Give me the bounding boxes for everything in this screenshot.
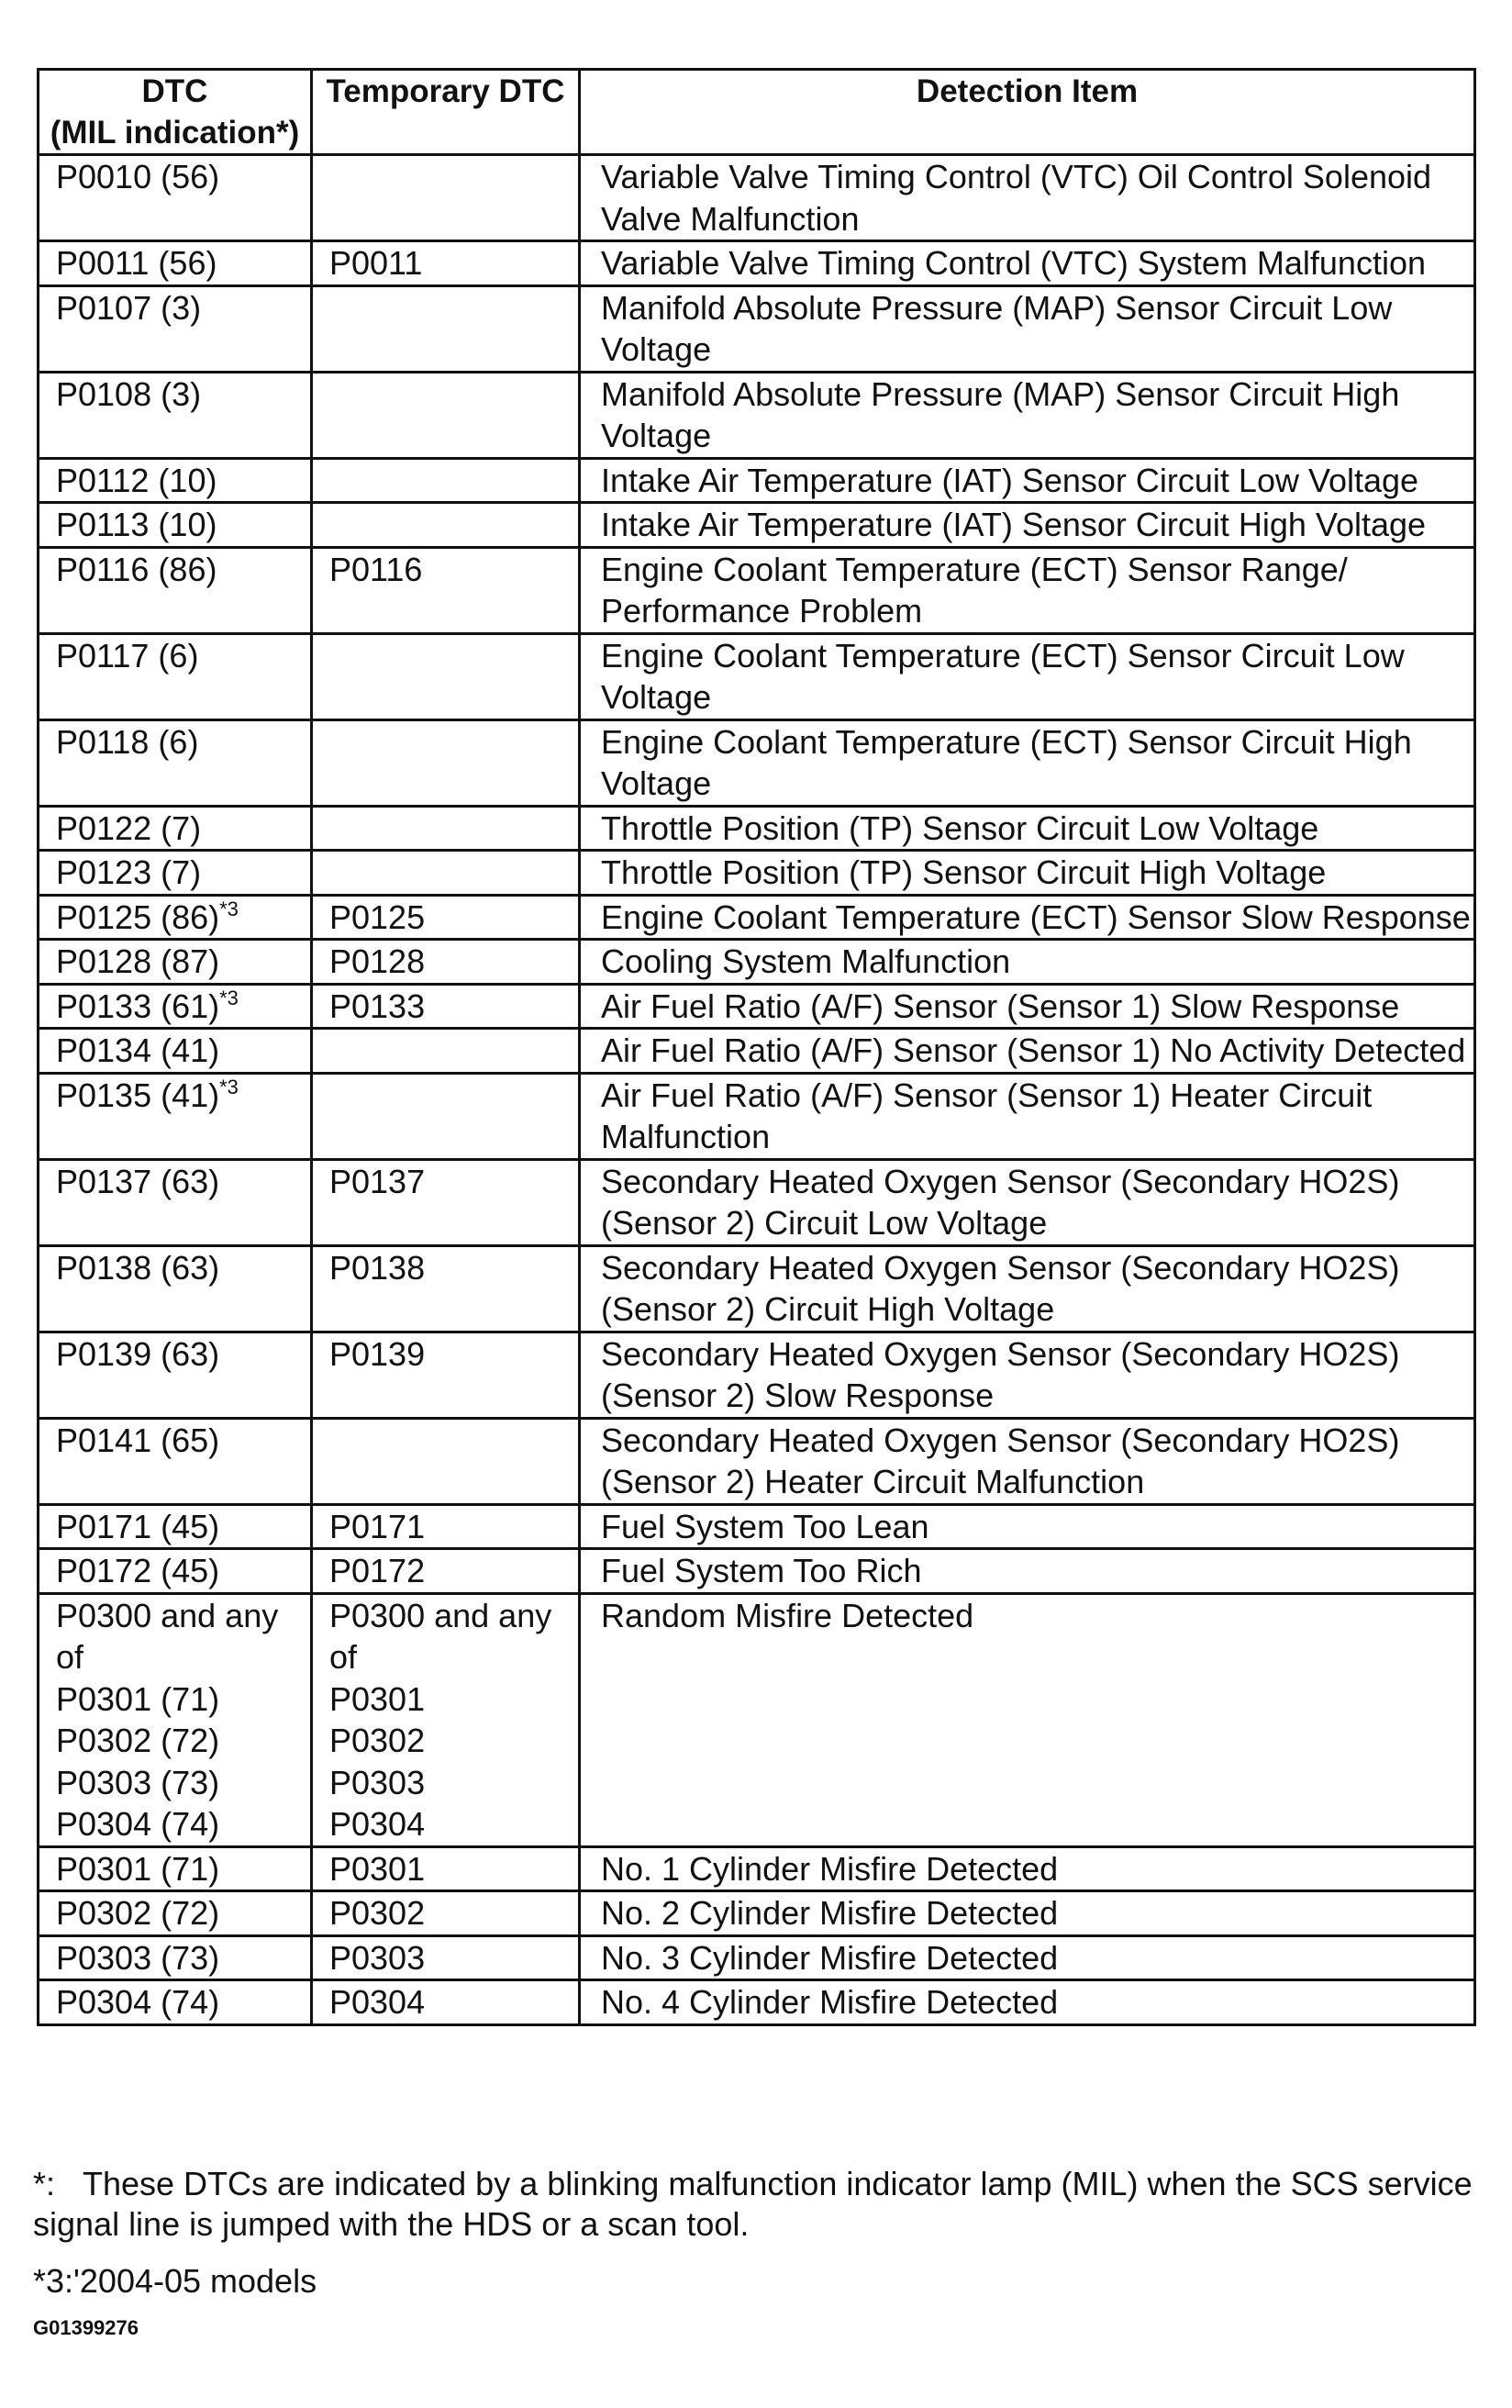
table-row xyxy=(39,1245,1475,1332)
dtc-cell: P0128 (87) xyxy=(39,940,312,985)
detection-item-cell: Engine Coolant Temperature (ECT) Sensor Circuit Low Voltage xyxy=(580,633,1475,719)
temporary-dtc-cell xyxy=(312,458,580,503)
table-row xyxy=(39,1935,1475,1980)
detection-item-cell: Secondary Heated Oxygen Sensor (Secondary HO2S) (Sensor 2) Heater Circuit Malfunction xyxy=(580,1418,1475,1504)
dtc-cell: P0304 (74) xyxy=(39,1980,312,2025)
temporary-dtc-cell xyxy=(312,1418,580,1504)
detection-item-cell: Air Fuel Ratio (A/F) Sensor (Sensor 1) Slow Response xyxy=(580,984,1475,1029)
table-row xyxy=(39,1029,1475,1074)
temporary-dtc-cell: P0125 xyxy=(312,895,580,940)
table-row xyxy=(39,719,1475,806)
dtc-cell: P0133 $(61)^{*3}$ xyxy=(39,984,312,1029)
table-row xyxy=(39,1504,1475,1549)
dtc-cell: P0112 (10) xyxy=(39,458,312,503)
table-row xyxy=(39,372,1475,458)
temporary-dtc-cell xyxy=(312,1029,580,1074)
temporary-dtc-cell: P0139 xyxy=(312,1332,580,1418)
temporary-dtc-cell xyxy=(312,372,580,458)
table-row xyxy=(39,1332,1475,1418)
dtc-cell: P0138 (63) xyxy=(39,1245,312,1332)
table-row xyxy=(39,895,1475,940)
dtc-cell: P0303 (73) xyxy=(39,1935,312,1980)
dtc-cell: P0137 (63) xyxy=(39,1159,312,1245)
table-row xyxy=(39,1159,1475,1245)
dtc-cell: P0301 (71) xyxy=(39,1846,312,1891)
temporary-dtc-cell: P0303 xyxy=(312,1935,580,1980)
dtc-table xyxy=(37,68,1476,2026)
detection-item-cell: No. 1 Cylinder Misfire Detected xyxy=(580,1846,1475,1891)
detection-item-cell: Throttle Position (TP) Sensor Circuit High Voltage xyxy=(580,851,1475,896)
table-row xyxy=(39,241,1475,286)
table-row xyxy=(39,1073,1475,1159)
dtc-cell: P0172 (45) xyxy=(39,1549,312,1594)
detection-item-cell: Fuel System Too Lean xyxy=(580,1504,1475,1549)
temporary-dtc-cell xyxy=(312,503,580,548)
temporary-dtc-cell: P0304 xyxy=(312,1980,580,2025)
table-row xyxy=(39,1846,1475,1891)
detection-item-cell: Intake Air Temperature (IAT) Sensor Circuit Low Voltage xyxy=(580,458,1475,503)
detection-item-cell: Secondary Heated Oxygen Sensor (Secondary HO2S) (Sensor 2) Circuit High Voltage xyxy=(580,1245,1475,1332)
temporary-dtc-cell xyxy=(312,851,580,896)
detection-item-cell: Manifold Absolute Pressure (MAP) Sensor Circuit High Voltage xyxy=(580,372,1475,458)
temporary-dtc-cell xyxy=(312,633,580,719)
table-row xyxy=(39,1980,1475,2025)
dtc-cell: P0141 (65) xyxy=(39,1418,312,1504)
header-dtc: DTC (MIL indication*) xyxy=(39,70,312,155)
detection-item-cell: No. 2 Cylinder Misfire Detected xyxy=(580,1891,1475,1936)
footnote-ref: *3 xyxy=(219,897,239,920)
temporary-dtc-cell: P0302 xyxy=(312,1891,580,1936)
detection-item-cell: Variable Valve Timing Control (VTC) Oil Control Solenoid Valve Malfunction xyxy=(580,155,1475,241)
table-row xyxy=(39,633,1475,719)
footnote-ref: *3 xyxy=(219,986,239,1009)
detection-item-cell: Air Fuel Ratio (A/F) Sensor (Sensor 1) Heater Circuit Malfunction xyxy=(580,1073,1475,1159)
temporary-dtc-cell: P0301 xyxy=(312,1846,580,1891)
dtc-cell: P0010 (56) xyxy=(39,155,312,241)
table-row xyxy=(39,940,1475,985)
temporary-dtc-cell: P0137 xyxy=(312,1159,580,1245)
temporary-dtc-cell xyxy=(312,719,580,806)
footnote-mil xyxy=(33,2164,1483,2245)
detection-item-cell: No. 4 Cylinder Misfire Detected xyxy=(580,1980,1475,2025)
table-header-row xyxy=(39,70,1475,155)
temporary-dtc-cell xyxy=(312,155,580,241)
table-row xyxy=(39,851,1475,896)
header-detection-item: Detection Item xyxy=(580,70,1475,155)
temporary-dtc-cell: P0138 xyxy=(312,1245,580,1332)
dtc-cell: P0117 (6) xyxy=(39,633,312,719)
table-row xyxy=(39,547,1475,633)
footnote-mil-mark: *: xyxy=(33,2165,56,2202)
dtc-cell: P0171 (45) xyxy=(39,1504,312,1549)
table-row xyxy=(39,1418,1475,1504)
dtc-cell: P0123 (7) xyxy=(39,851,312,896)
dtc-cell: P0122 (7) xyxy=(39,806,312,851)
dtc-cell: P0139 (63) xyxy=(39,1332,312,1418)
temporary-dtc-cell: P0133 xyxy=(312,984,580,1029)
table-row xyxy=(39,984,1475,1029)
dtc-cell: P0118 (6) xyxy=(39,719,312,806)
table-row xyxy=(39,503,1475,548)
detection-item-cell: Secondary Heated Oxygen Sensor (Secondary HO2S) (Sensor 2) Circuit Low Voltage xyxy=(580,1159,1475,1245)
temporary-dtc-cell: P0116 xyxy=(312,547,580,633)
detection-item-cell: Cooling System Malfunction xyxy=(580,940,1475,985)
detection-item-cell: Fuel System Too Rich xyxy=(580,1549,1475,1594)
detection-item-cell: Engine Coolant Temperature (ECT) Sensor Circuit High Voltage xyxy=(580,719,1475,806)
footnote-ref: *3 xyxy=(219,1075,239,1098)
table-row xyxy=(39,285,1475,372)
detection-item-cell: No. 3 Cylinder Misfire Detected xyxy=(580,1935,1475,1980)
dtc-cell: P0108 (3) xyxy=(39,372,312,458)
temporary-dtc-cell xyxy=(312,1073,580,1159)
table-row xyxy=(39,1593,1475,1846)
detection-item-cell: Air Fuel Ratio (A/F) Sensor (Sensor 1) No Activity Detected xyxy=(580,1029,1475,1074)
header-temporary-dtc: Temporary DTC xyxy=(312,70,580,155)
dtc-cell: P0134 (41) xyxy=(39,1029,312,1074)
dtc-cell: P0113 (10) xyxy=(39,503,312,548)
temporary-dtc-cell: P0172 xyxy=(312,1549,580,1594)
table-row xyxy=(39,1891,1475,1936)
detection-item-cell: Secondary Heated Oxygen Sensor (Secondary HO2S) (Sensor 2) Slow Response xyxy=(580,1332,1475,1418)
dtc-cell: P0116 (86) xyxy=(39,547,312,633)
dtc-cell: P0125 $(86)^{*3}$ xyxy=(39,895,312,940)
table-row xyxy=(39,1549,1475,1594)
table-row xyxy=(39,806,1475,851)
detection-item-cell: Variable Valve Timing Control (VTC) System Malfunction xyxy=(580,241,1475,286)
detection-item-cell: Throttle Position (TP) Sensor Circuit Low Voltage xyxy=(580,806,1475,851)
temporary-dtc-cell: P0300 and any of P0301 P0302 P0303 P0304 xyxy=(312,1593,580,1846)
footnote-models: *3:'2004-05 models xyxy=(33,2262,317,2300)
temporary-dtc-cell xyxy=(312,806,580,851)
table-row xyxy=(39,155,1475,241)
detection-item-cell: Engine Coolant Temperature (ECT) Sensor Range/ Performance Problem xyxy=(580,547,1475,633)
image-id: G01399276 xyxy=(33,2316,139,2339)
detection-item-cell: Engine Coolant Temperature (ECT) Sensor Slow Response xyxy=(580,895,1475,940)
dtc-cell: P0302 (72) xyxy=(39,1891,312,1936)
temporary-dtc-cell xyxy=(312,285,580,372)
detection-item-cell: Intake Air Temperature (IAT) Sensor Circuit High Voltage xyxy=(580,503,1475,548)
dtc-cell: P0300 and any of P0301 (71) P0302 (72) P0303 (73) P0304 (74) xyxy=(39,1593,312,1846)
detection-item-cell: Manifold Absolute Pressure (MAP) Sensor Circuit Low Voltage xyxy=(580,285,1475,372)
temporary-dtc-cell: P0171 xyxy=(312,1504,580,1549)
table-row xyxy=(39,458,1475,503)
temporary-dtc-cell: P0011 xyxy=(312,241,580,286)
dtc-cell: P0107 (3) xyxy=(39,285,312,372)
footnote-mil-text: These DTCs are indicated by a blinking malfunction indicator lamp (MIL) when the SCS service signal line is jumped with the HDS or a scan tool. xyxy=(33,2165,1473,2243)
dtc-cell: P0011 (56) xyxy=(39,241,312,286)
temporary-dtc-cell: P0128 xyxy=(312,940,580,985)
dtc-cell: P0135 $(41)^{*3}$ xyxy=(39,1073,312,1159)
detection-item-cell: Random Misfire Detected xyxy=(580,1593,1475,1846)
